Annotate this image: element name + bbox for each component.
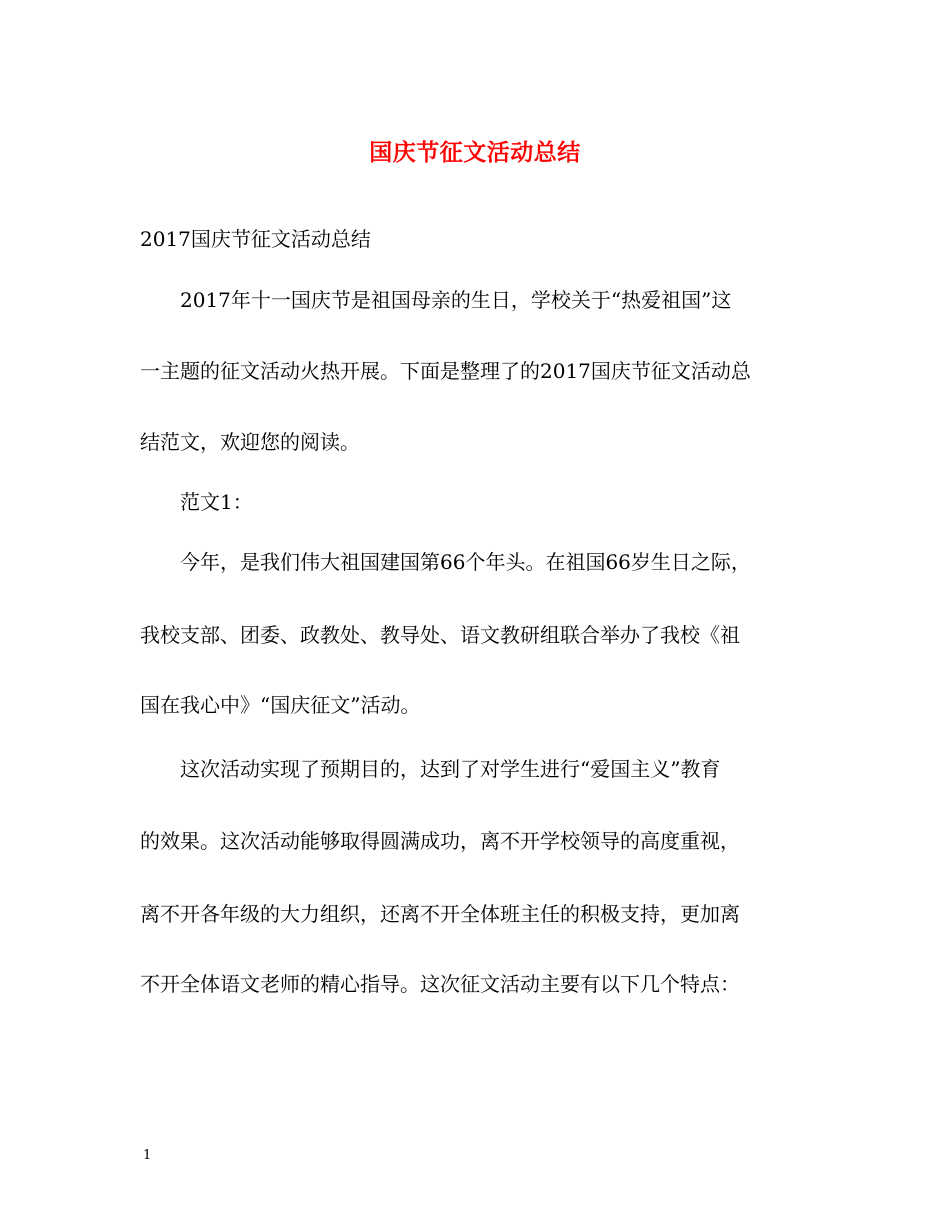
- paragraph-line: 2017年十一国庆节是祖国母亲的生日，学校关于“热爱祖国”这: [180, 288, 732, 312]
- paragraph-line: 今年，是我们伟大祖国建国第66个年头。在祖国66岁生日之际，: [180, 550, 751, 574]
- section-heading: 范文1：: [180, 490, 253, 514]
- page-number: 1: [143, 1148, 152, 1163]
- page-title: 国庆节征文活动总结: [369, 139, 581, 166]
- paragraph-line: 我校支部、团委、政教处、教导处、语文教研组联合举办了我校《祖: [140, 623, 740, 647]
- document-subtitle: 2017国庆节征文活动总结: [140, 227, 371, 251]
- paragraph-line: 一主题的征文活动火热开展。下面是整理了的2017国庆节征文活动总: [140, 359, 751, 383]
- paragraph-line: 离不开各年级的大力组织，还离不开全体班主任的积极支持，更加离: [140, 902, 740, 926]
- paragraph-line: 这次活动实现了预期目的，达到了对学生进行“爱国主义”教育: [180, 757, 721, 781]
- paragraph-line: 结范文，欢迎您的阅读。: [140, 430, 360, 454]
- paragraph-line: 不开全体语文老师的精心指导。这次征文活动主要有以下几个特点：: [140, 972, 740, 996]
- paragraph-line: 国在我心中》“国庆征文”活动。: [140, 693, 421, 717]
- paragraph-line: 的效果。这次活动能够取得圆满成功，离不开学校领导的高度重视，: [140, 829, 740, 853]
